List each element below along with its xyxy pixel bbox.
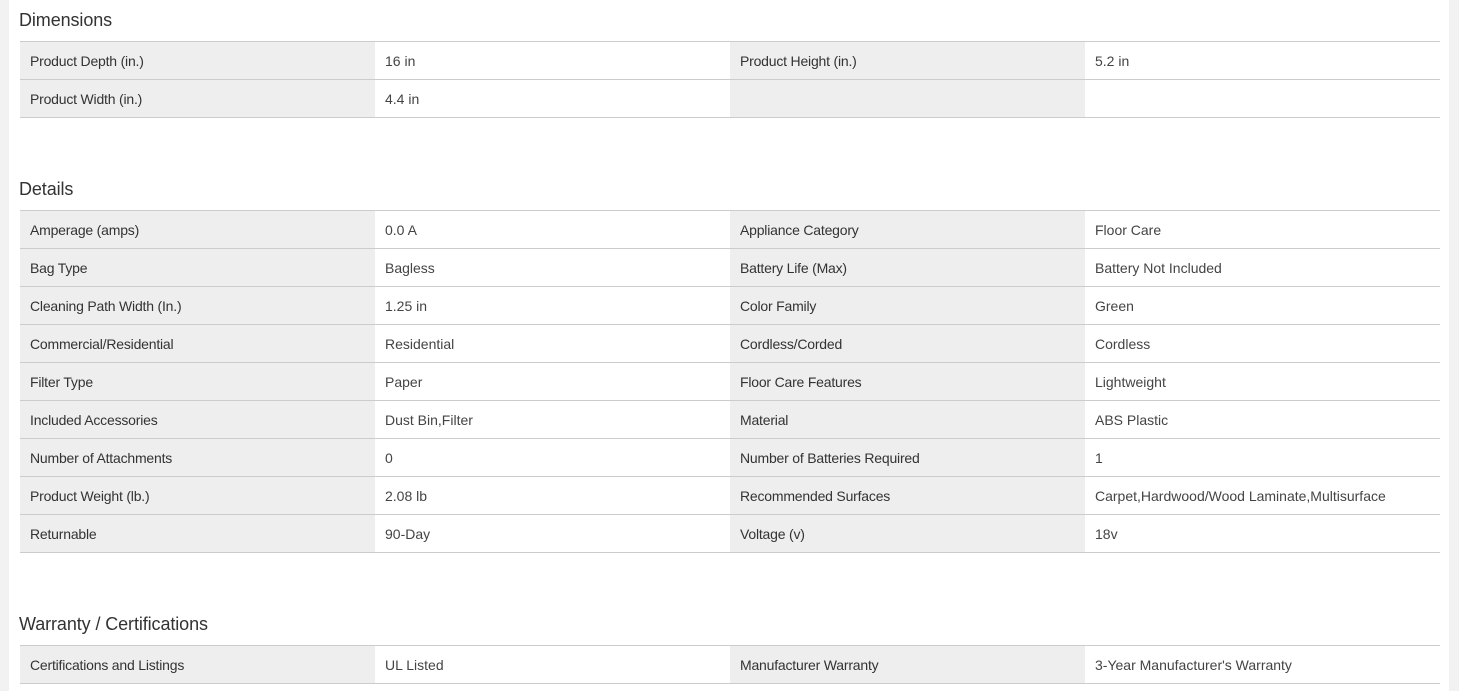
table-row [20, 249, 1440, 287]
spec-value: 1.25 in [375, 287, 730, 324]
details-table [20, 210, 1440, 553]
table-row [20, 80, 1440, 118]
spec-label: Product Width (in.) [20, 80, 375, 117]
spec-label: Included Accessories [20, 401, 375, 438]
spec-label: Material [730, 401, 1085, 438]
table-row [20, 515, 1440, 553]
spec-label: Commercial/Residential [20, 325, 375, 362]
spec-value: 90-Day [375, 515, 730, 552]
spec-value: Bagless [375, 249, 730, 286]
table-row [20, 439, 1440, 477]
spec-value: 0.0 A [375, 211, 730, 248]
table-row [20, 401, 1440, 439]
table-row [20, 363, 1440, 401]
section-title-details: Details [19, 179, 74, 199]
spec-value: 2.08 lb [375, 477, 730, 514]
spec-label: Product Height (in.) [730, 42, 1085, 79]
spec-value: Paper [375, 363, 730, 400]
spec-value: 0 [375, 439, 730, 476]
spec-label: Filter Type [20, 363, 375, 400]
spec-value: Green [1085, 287, 1440, 324]
spec-value: UL Listed [375, 646, 730, 683]
spec-value: Dust Bin,Filter [375, 401, 730, 438]
dimensions-table [20, 41, 1440, 118]
spec-value: 18v [1085, 515, 1440, 552]
spec-label: Voltage (v) [730, 515, 1085, 552]
table-row [20, 211, 1440, 249]
spec-label: Number of Batteries Required [730, 439, 1085, 476]
spec-value: Cordless [1085, 325, 1440, 362]
spec-label: Cleaning Path Width (In.) [20, 287, 375, 324]
spec-label: Floor Care Features [730, 363, 1085, 400]
spec-label: Certifications and Listings [20, 646, 375, 683]
spec-label: Appliance Category [730, 211, 1085, 248]
section-title-warranty-certifications: Warranty / Certifications [19, 614, 208, 634]
spec-label: Product Depth (in.) [20, 42, 375, 79]
spec-value: 4.4 in [375, 80, 730, 117]
spec-label-empty [730, 80, 1085, 117]
warranty-certifications-table [20, 645, 1440, 684]
spec-label: Returnable [20, 515, 375, 552]
spec-label: Product Weight (lb.) [20, 477, 375, 514]
spec-label: Number of Attachments [20, 439, 375, 476]
spec-label: Manufacturer Warranty [730, 646, 1085, 683]
spec-label: Cordless/Corded [730, 325, 1085, 362]
spec-label: Color Family [730, 287, 1085, 324]
table-row [20, 646, 1440, 684]
spec-value: 1 [1085, 439, 1440, 476]
specifications-panel [9, 0, 1449, 691]
table-row [20, 42, 1440, 80]
spec-value: 16 in [375, 42, 730, 79]
spec-value: Carpet,Hardwood/Wood Laminate,Multisurface [1085, 477, 1440, 514]
table-row [20, 477, 1440, 515]
section-title-dimensions: Dimensions [19, 10, 113, 30]
spec-value: 3-Year Manufacturer's Warranty [1085, 646, 1440, 683]
spec-value: Floor Care [1085, 211, 1440, 248]
spec-label: Amperage (amps) [20, 211, 375, 248]
spec-value: ABS Plastic [1085, 401, 1440, 438]
table-row [20, 287, 1440, 325]
spec-label: Bag Type [20, 249, 375, 286]
spec-label: Battery Life (Max) [730, 249, 1085, 286]
spec-value: Residential [375, 325, 730, 362]
spec-value-empty [1085, 80, 1440, 117]
spec-value: 5.2 in [1085, 42, 1440, 79]
spec-label: Recommended Surfaces [730, 477, 1085, 514]
spec-value: Battery Not Included [1085, 249, 1440, 286]
spec-value: Lightweight [1085, 363, 1440, 400]
table-row [20, 325, 1440, 363]
